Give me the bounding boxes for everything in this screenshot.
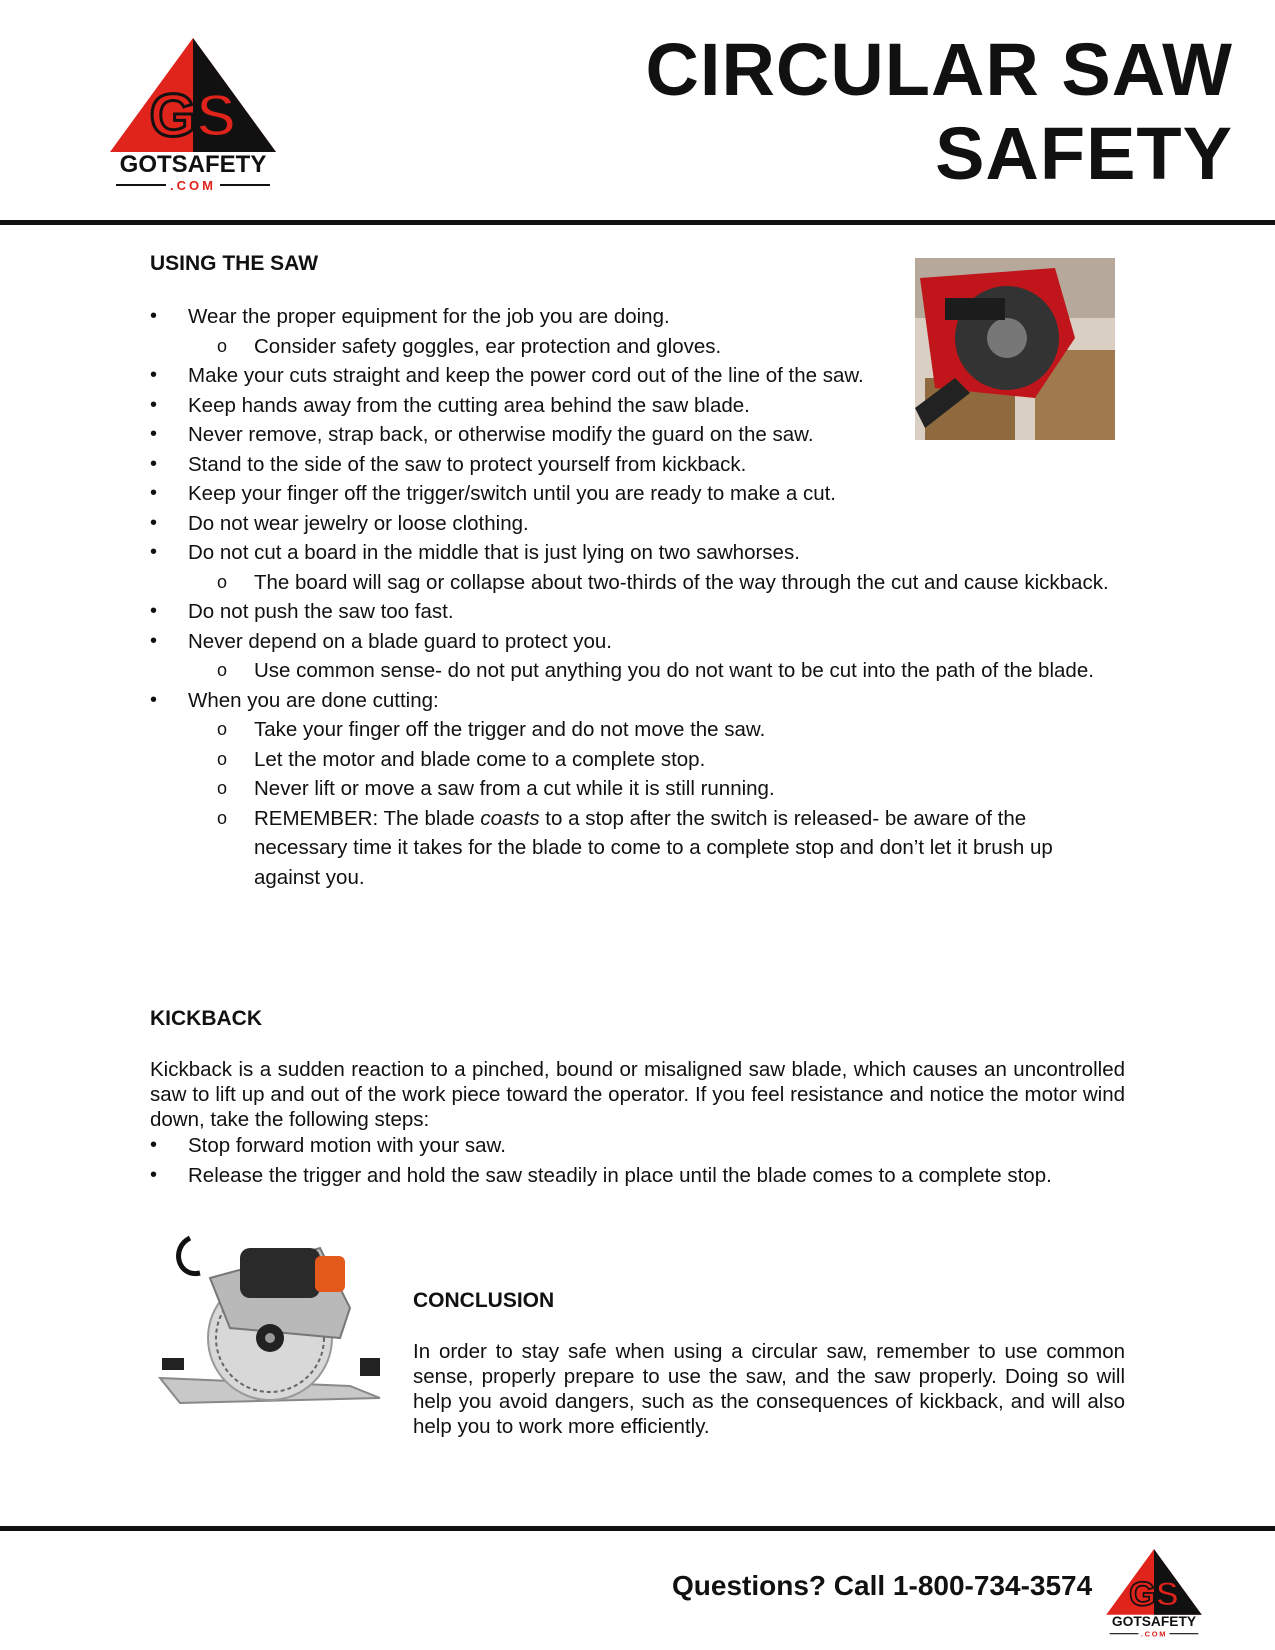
list-item: • Make your cuts straight and keep the power cord out of the line of the saw.: [150, 361, 898, 391]
gotsafety-logo: [108, 36, 278, 196]
list-item: • Do not push the saw too fast.: [150, 597, 1110, 627]
list-item: • Release the trigger and hold the saw steadily in place until the blade comes to a complete stop.: [150, 1161, 1140, 1191]
list-item: o Take your finger off the trigger and do not move the saw.: [150, 715, 1110, 745]
svg-text:GOTSAFETY: GOTSAFETY: [119, 151, 267, 178]
title-line-1: CIRCULAR SAW: [645, 28, 1233, 111]
list-item: o Consider safety goggles, ear protection and gloves.: [150, 332, 1110, 362]
gotsafety-logo-small: [1105, 1548, 1203, 1640]
svg-text:GS: GS: [1129, 1575, 1179, 1614]
page-title: [645, 28, 1233, 196]
list-item: • Stand to the side of the saw to protect yourself from kickback.: [150, 450, 1110, 480]
footer-phone: Questions? Call 1-800-734-3574: [672, 1570, 1093, 1601]
section-heading-using-saw: USING THE SAW: [150, 252, 319, 275]
remember-emphasis: coasts: [480, 806, 540, 830]
kickback-paragraph: Kickback is a sudden reaction to a pinched, bound or misaligned saw blade, which causes an uncontrolled saw to lift up and out of the work piece toward the operator. If you feel resistance and notice the motor wind down, take the following steps:: [150, 1058, 1125, 1131]
title-line-2: SAFETY: [935, 112, 1233, 195]
list-item: o Let the motor and blade come to a complete stop.: [150, 745, 1110, 775]
circular-saw-image: [150, 1218, 390, 1428]
list-item: • When you are done cutting:: [150, 686, 1110, 716]
section-heading-conclusion: CONCLUSION: [413, 1289, 555, 1312]
using-saw-list: [150, 302, 1110, 892]
list-item: • Wear the proper equipment for the job you are doing.: [150, 302, 1110, 332]
list-item: • Do not wear jewelry or loose clothing.: [150, 509, 1110, 539]
list-item: o Never lift or move a saw from a cut while it is still running.: [150, 774, 1110, 804]
list-item: • Keep hands away from the cutting area behind the saw blade.: [150, 391, 1110, 421]
remember-text-after: to a stop after the switch is released- be aware of the necessary time it takes for the blade to come to a complete stop and don’t let it brush up against you.: [254, 806, 1053, 889]
svg-text:.COM: .COM: [1140, 1629, 1168, 1639]
svg-text:GS: GS: [149, 82, 237, 149]
svg-text:GOTSAFETY: GOTSAFETY: [1111, 1614, 1197, 1630]
kickback-steps-list: [150, 1131, 1140, 1190]
section-heading-kickback: KICKBACK: [150, 1007, 262, 1030]
list-item: • Stop forward motion with your saw.: [150, 1131, 1140, 1161]
list-item: • Do not cut a board in the middle that is just lying on two sawhorses.: [150, 538, 1110, 568]
svg-text:.COM: .COM: [170, 178, 216, 193]
list-item: • Never remove, strap back, or otherwise modify the guard on the saw.: [150, 420, 1110, 450]
header-divider: [0, 220, 1275, 225]
list-item: o The board will sag or collapse about two-thirds of the way through the cut and cause kickback.: [150, 568, 1110, 598]
list-item: o Use common sense- do not put anything you do not want to be cut into the path of the blade.: [150, 656, 1110, 686]
list-item-remember: [150, 804, 1110, 893]
list-item: • Never depend on a blade guard to protect you.: [150, 627, 1110, 657]
footer-divider: [0, 1526, 1275, 1531]
conclusion-paragraph: In order to stay safe when using a circular saw, remember to use common sense, properly prepare to use the saw, and the saw properly. Doing so will help you avoid dangers, such as the consequences of kickback, and will also help you to work more efficiently.: [413, 1340, 1125, 1438]
remember-text-before: REMEMBER: The blade: [254, 806, 481, 830]
list-item: • Keep your finger off the trigger/switch until you are ready to make a cut.: [150, 479, 1110, 509]
